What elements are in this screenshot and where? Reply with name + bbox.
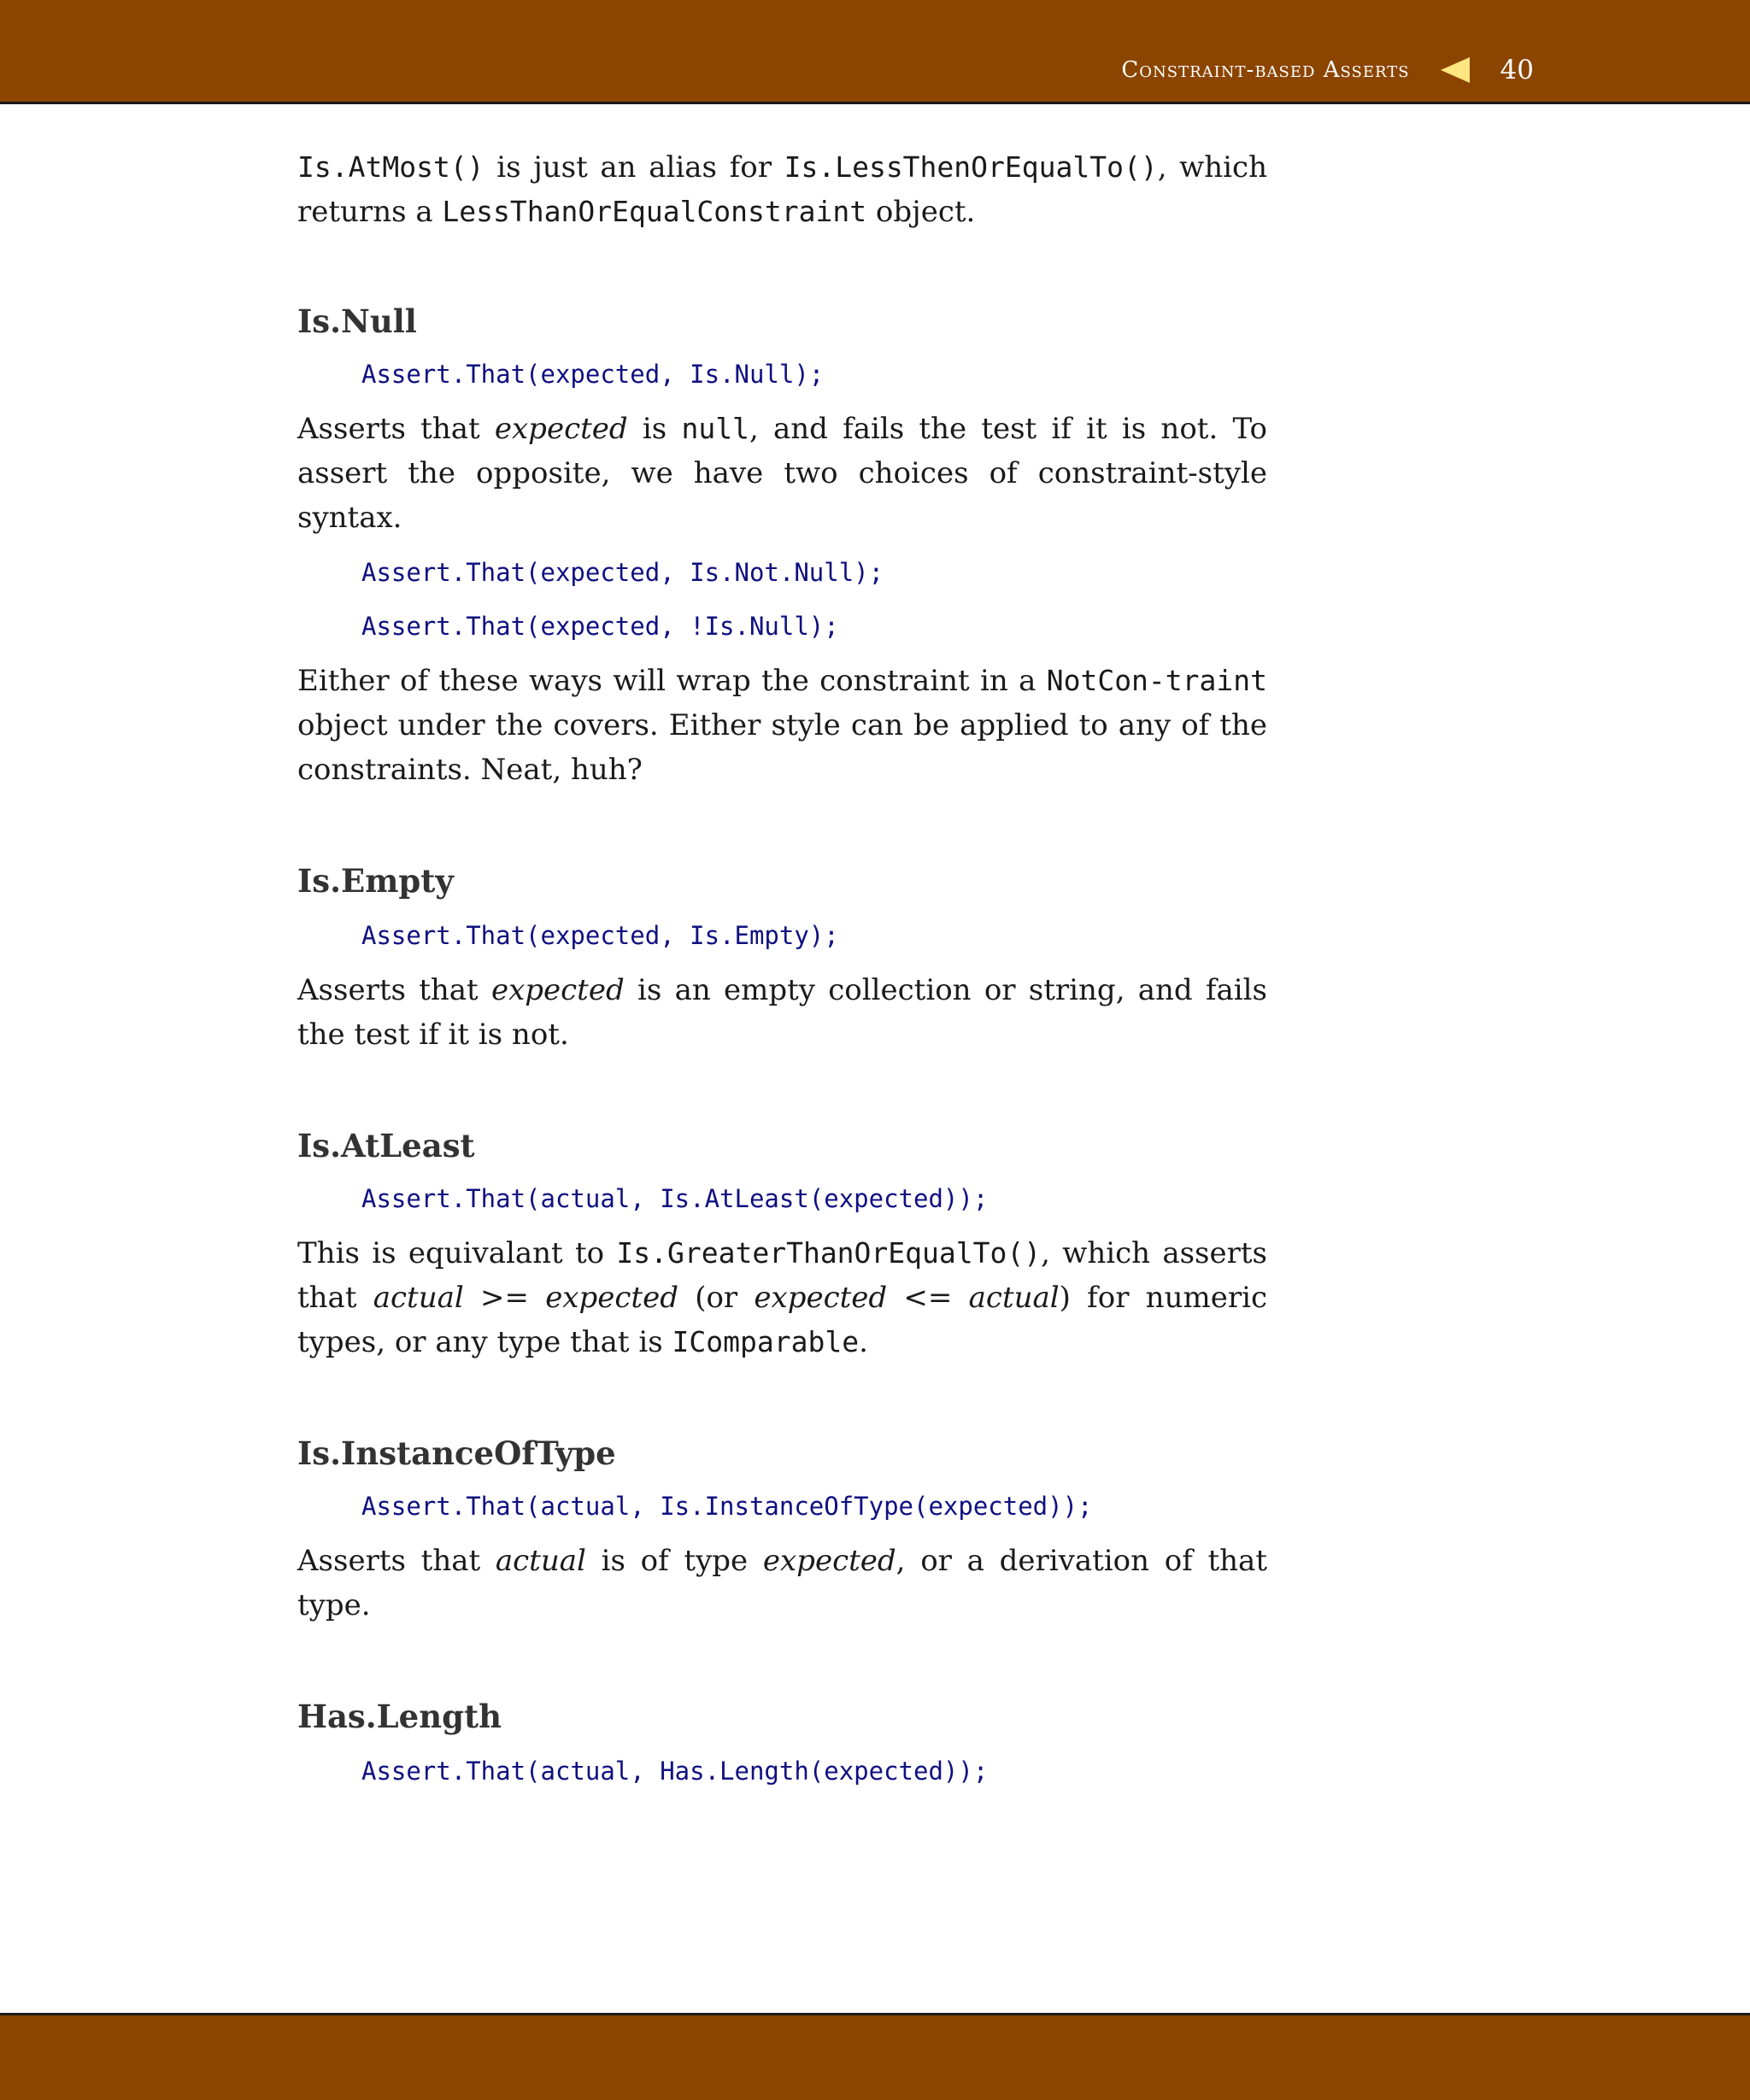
code-example-is-instanceoftype: Assert.That(actual, Is.InstanceOfType(expected));	[361, 1492, 1093, 1521]
description-is-empty	[297, 968, 1267, 1057]
emphasis: expected	[494, 412, 628, 446]
code-example-is-atleast: Assert.That(actual, Is.AtLeast(expected));	[361, 1184, 989, 1213]
section-heading-is-null: Is.Null	[297, 302, 417, 340]
inline-code: Is.LessThenOrEqualTo()	[784, 150, 1158, 184]
code-example-has-length: Assert.That(actual, Has.Length(expected));	[361, 1757, 989, 1786]
emphasis: expected	[545, 1281, 678, 1315]
inline-code: Is.GreaterThanOrEqualTo()	[616, 1236, 1042, 1270]
description-is-atleast	[297, 1231, 1267, 1364]
text-run: , or a derivation of that type.	[297, 1544, 1267, 1622]
emphasis: actual	[495, 1544, 586, 1578]
emphasis: actual	[968, 1281, 1060, 1315]
inline-code: null	[681, 412, 749, 445]
text-run: object.	[866, 195, 976, 229]
text-run: is	[627, 412, 682, 446]
description-not-constraint	[297, 659, 1267, 792]
description-is-instanceoftype	[297, 1539, 1267, 1628]
emphasis: expected	[754, 1281, 888, 1315]
text-run: <=	[887, 1281, 969, 1315]
emphasis: actual	[373, 1281, 464, 1315]
code-example-is-null: Assert.That(expected, Is.Null);	[361, 360, 825, 389]
text-run: Asserts that	[297, 1544, 496, 1578]
text-run: is of type	[585, 1544, 763, 1578]
text-run: Asserts that	[297, 412, 495, 446]
page-footer-bar	[0, 2013, 1750, 2100]
code-example-is-not-null: Assert.That(expected, Is.Not.Null);	[361, 558, 884, 587]
text-run: is just an alias for	[484, 150, 784, 185]
triangle-left-icon[interactable]	[1441, 57, 1470, 83]
text-run: is an empty collection or string, and fails the test if it is not.	[297, 973, 1267, 1052]
inline-code: IComparable	[672, 1325, 860, 1358]
emphasis: expected	[490, 973, 625, 1007]
intro-paragraph	[297, 145, 1267, 234]
page-header-bar	[0, 0, 1750, 104]
emphasis: expected	[762, 1544, 896, 1578]
page-content	[297, 145, 1267, 1790]
text-run: ) for numeric types, or any type that is	[297, 1281, 1268, 1359]
section-heading-is-atleast: Is.AtLeast	[297, 1127, 475, 1164]
text-run: object under the covers. Either style can be applied to any of the constraints. Neat, huh?	[297, 708, 1267, 787]
text-run: , and fails the test if it is not. To assert the opposite, we have two choices of constraint-style syntax.	[297, 412, 1268, 535]
chapter-title: Constraint-based Asserts	[1121, 57, 1410, 83]
running-header	[1121, 55, 1534, 85]
text-run: Either of these ways will wrap the constraint in a	[297, 664, 1047, 698]
code-example-is-empty: Assert.That(expected, Is.Empty);	[361, 921, 839, 950]
text-run: (or	[678, 1281, 755, 1315]
inline-code: NotCon-traint	[1046, 664, 1267, 697]
section-heading-is-empty: Is.Empty	[297, 862, 454, 900]
inline-code: LessThanOrEqualConstraint	[442, 195, 867, 228]
section-heading-has-length: Has.Length	[297, 1698, 502, 1735]
text-run: , which returns a	[297, 150, 1267, 229]
text-run: This is equivalant to	[297, 1236, 617, 1270]
page-number: 40	[1500, 55, 1534, 85]
code-example-not-is-null: Assert.That(expected, !Is.Null);	[361, 612, 839, 641]
text-run: .	[859, 1325, 868, 1359]
inline-code: Is.AtMost()	[297, 150, 484, 184]
text-run: , which asserts that	[297, 1236, 1267, 1315]
text-run: >=	[463, 1281, 546, 1315]
section-heading-is-instanceoftype: Is.InstanceOfType	[297, 1434, 616, 1472]
text-run: Asserts that	[297, 973, 491, 1007]
description-is-null	[297, 407, 1267, 540]
